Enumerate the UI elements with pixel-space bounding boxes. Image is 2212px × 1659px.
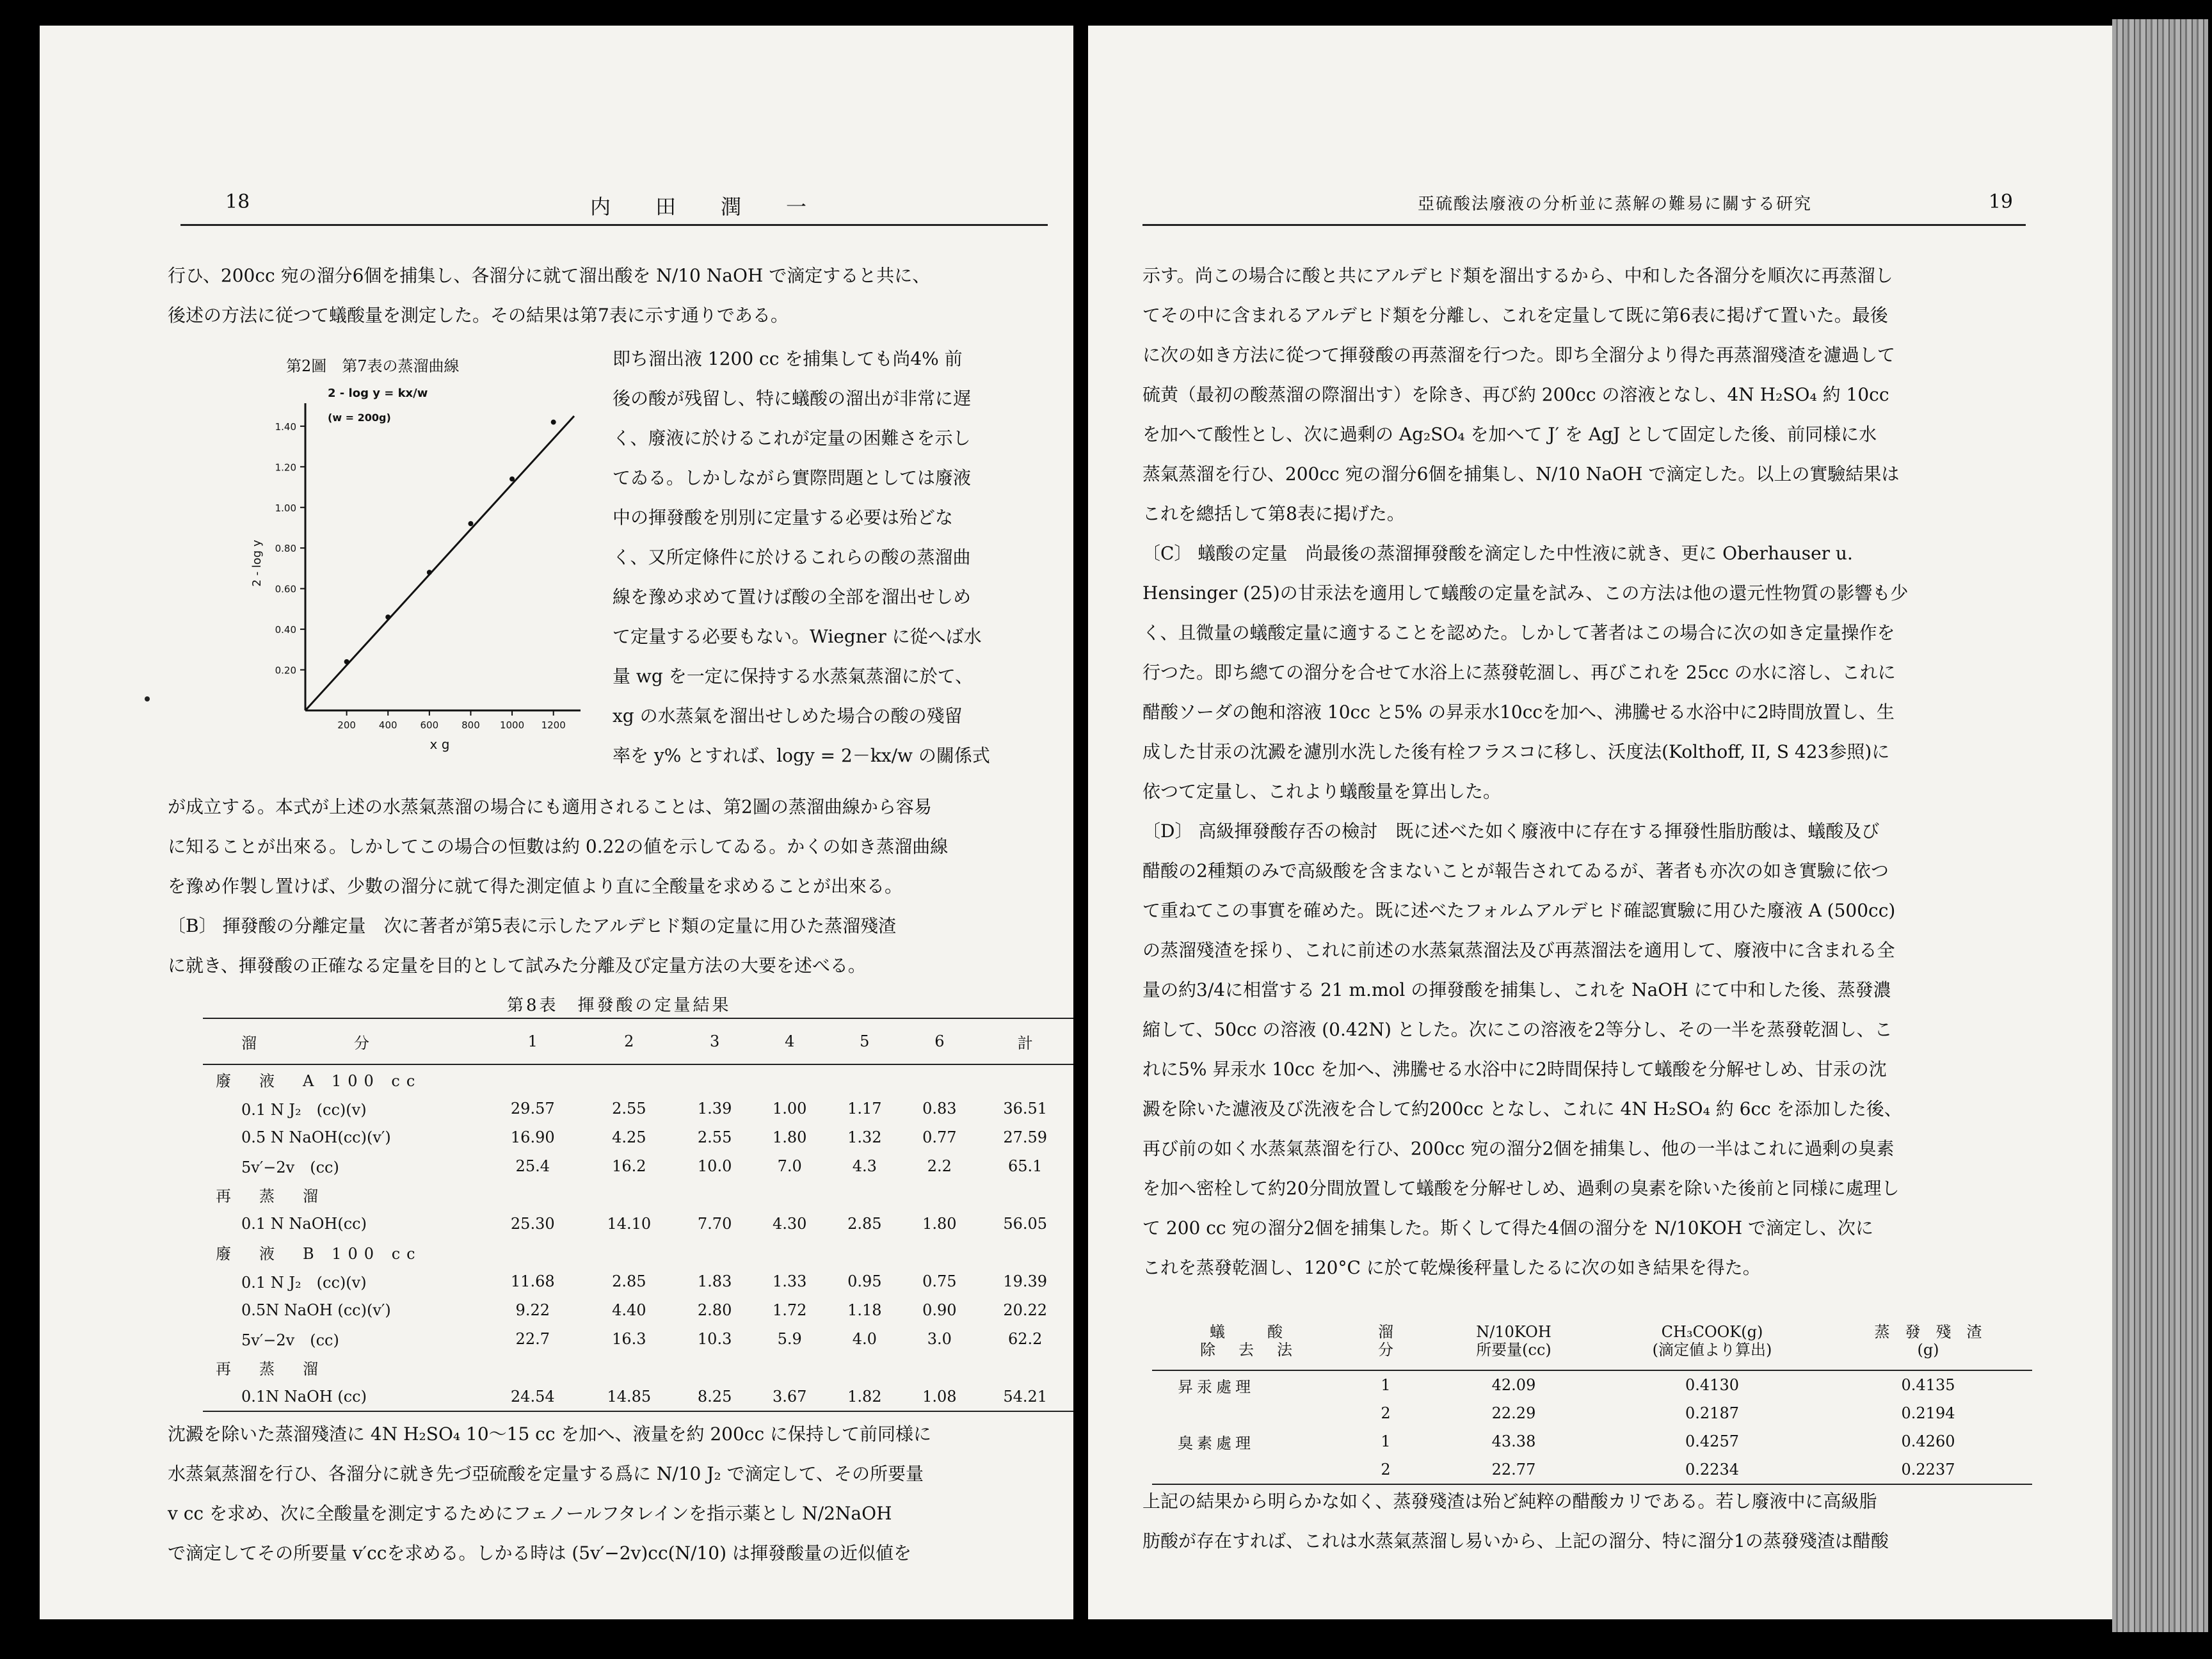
- table8-cell: 2.2: [927, 1157, 952, 1175]
- table8-row-label: 再 蒸 溜: [216, 1187, 325, 1205]
- table9-cell-calc: 0.2187: [1685, 1404, 1739, 1422]
- table9-col-header: N/10KOH 所要量(cc): [1427, 1312, 1600, 1370]
- text-line: に知ることが出來る。しかしてこの場合の恒數は約 0.22の値を示してゐる。かくの如き蒸溜曲線: [168, 836, 949, 857]
- y-tick-label: 0.80: [275, 543, 296, 555]
- right-body: [1142, 256, 1908, 1288]
- right-running-header: [1142, 186, 2026, 226]
- table8-cell: 2.85: [847, 1214, 882, 1233]
- table9-row: [1152, 1370, 2032, 1399]
- left-running-head: 内田潤一: [590, 195, 852, 219]
- x-tick-label: 600: [420, 719, 439, 731]
- table9-cell-calc: 0.2234: [1600, 1455, 1824, 1484]
- table9-col-header: 蟻 酸 除 去 法: [1152, 1312, 1344, 1370]
- table9-body: [1152, 1370, 2032, 1484]
- x-tick-label: 400: [378, 719, 397, 731]
- text-line: 行ひ、200cc 宛の溜分6個を捕集し、各溜分に就て溜出酸を N/10 NaOH で滴定すると共に、: [168, 265, 931, 286]
- text-line: 沈澱を除いた蒸溜殘渣に 4N H₂SO₄ 10〜15 cc を加へ、液量を約 200cc に保持して前同様に: [168, 1423, 932, 1445]
- text-line: 後述の方法に従つて蟻酸量を測定した。その結果は第7表に示す通りである。: [168, 305, 789, 326]
- text-line: 〔B〕 揮發酸の分離定量 次に著者が第5表に示したアルデヒド類の定量に用ひた蒸溜殘渣: [168, 915, 897, 936]
- table8-cell: 65.1: [1007, 1157, 1043, 1175]
- table8-cell: 4.40: [612, 1301, 646, 1319]
- text-line: 澱を除いた濾液及び洗液を合して約200cc となし、これに 4N H₂SO₄ 約 6cc を添加した後、: [1142, 1098, 1902, 1119]
- table8-row-label: 0.5N NaOH (cc)(v′): [241, 1301, 391, 1319]
- table9-cell-frac: 1: [1381, 1432, 1391, 1450]
- table8-cell: 16.2: [612, 1157, 646, 1175]
- table8-cell: 1.00: [772, 1099, 807, 1118]
- table9-col-header: 溜 分: [1344, 1312, 1427, 1370]
- left-page: [40, 26, 1073, 1619]
- data-point: [344, 659, 349, 664]
- table8-cell: 1.18: [847, 1301, 882, 1319]
- table8-cell: 2.55: [612, 1099, 646, 1118]
- table8-cell: 4.30: [772, 1214, 807, 1233]
- text-line: Hensinger (25)の甘汞法を適用して蟻酸の定量を試み、この方法は他の還元性物質の影響も少: [1142, 582, 1909, 604]
- table8-cell: 0.90: [922, 1301, 957, 1319]
- table8-cell: 24.54: [485, 1382, 581, 1411]
- table8-row: [203, 1123, 1073, 1151]
- table9-cell-koh: 43.38: [1491, 1432, 1536, 1450]
- text-line: これを蒸發乾涸し、120°C に於て乾燥後秤量したるに次の如き結果を得た。: [1142, 1257, 1761, 1278]
- table8-row-label: 廢 液 A 100 cc: [216, 1072, 422, 1090]
- fit-line: [305, 416, 574, 710]
- x-tick-label: 1000: [499, 719, 525, 731]
- text-line: 量 wg を一定に保持する水蒸氣蒸溜に於て、: [613, 666, 974, 687]
- text-line: 後の酸が残留し、特に蟻酸の溜出が非常に遅: [613, 388, 972, 409]
- left-body-mid: [168, 787, 948, 986]
- right-running-head: 亞硫酸法廢液の分析並に蒸解の難易に關する研究: [1418, 195, 1813, 214]
- text-line: く、廢液に於けるこれが定量の困難さを示し: [613, 428, 971, 449]
- table8-row: [203, 1295, 1073, 1324]
- left-body-top: [168, 256, 930, 335]
- y-tick-label: 1.20: [275, 461, 296, 474]
- text-line: 依つて定量し、これより蟻酸量を算出した。: [1142, 781, 1502, 802]
- table8-row: [203, 1209, 1073, 1238]
- table8-cell: 0.75: [922, 1272, 957, 1290]
- text-line: てその中に含まれるアルデヒド類を分離し、これを定量して既に第6表に掲げて置いた。最後: [1142, 305, 1888, 326]
- text-line: 肪酸が存在すれば、これは水蒸氣蒸溜し易いから、上記の溜分、特に溜分1の蒸發殘渣は醋酸: [1142, 1530, 1889, 1551]
- table8-cell: 1.80: [772, 1128, 807, 1146]
- right-body-foot: [1142, 1482, 1889, 1561]
- table8-cell: 22.7: [515, 1329, 550, 1348]
- table9-cell-frac: 2: [1344, 1455, 1427, 1484]
- table8-cell: 3.0: [927, 1329, 952, 1348]
- table8-cell: 2.85: [612, 1272, 646, 1290]
- table8-header-row: [203, 1018, 1073, 1064]
- table9-row: [1152, 1455, 2032, 1484]
- text-line: v cc を求め、次に全酸量を測定するためにフェノールフタレインを指示薬とし N/2NaOH: [168, 1503, 892, 1524]
- table8-row-label: 5v′−2v (cc): [241, 1158, 339, 1176]
- table8-cell: 4.25: [612, 1128, 646, 1146]
- table8-col-header: 計: [977, 1018, 1073, 1064]
- table8-row-label: 0.5 N NaOH(cc)(v′): [241, 1128, 391, 1146]
- table8-cell: 1.80: [922, 1214, 957, 1233]
- table8-cell: 16.90: [510, 1128, 555, 1146]
- table8-col-header: 2: [581, 1018, 678, 1064]
- text-line: これを總括して第8表に掲げた。: [1142, 503, 1405, 524]
- text-line: に次の如き方法に從つて揮發酸の再蒸溜を行つた。即ち全溜分より得た再蒸溜殘渣を濾過して: [1142, 344, 1896, 365]
- table9-header-row: [1152, 1312, 2032, 1370]
- table8-cell: 0.83: [922, 1099, 957, 1118]
- x-tick-label: 800: [461, 719, 480, 731]
- table8-cell: 10.3: [697, 1329, 732, 1348]
- table9-cell-resid: 0.4135: [1901, 1376, 1955, 1394]
- table8-cell: 10.0: [697, 1157, 732, 1175]
- table8-cell: 25.4: [515, 1157, 550, 1175]
- data-point: [427, 570, 432, 575]
- table8-group-row: [203, 1353, 1073, 1382]
- table8-cell: 5.9: [777, 1329, 802, 1348]
- table8-cell: 11.68: [510, 1272, 555, 1290]
- table8-cell: 1.32: [847, 1128, 882, 1146]
- text-line: が成立する。本式が上述の水蒸氣蒸溜の場合にも適用されることは、第2圖の蒸溜曲線から容易: [168, 796, 932, 817]
- text-line: 成した甘汞の沈澱を濾別水洗した後有栓フラスコに移し、沃度法(Kolthoff, II, S 423参照)に: [1142, 741, 1890, 762]
- table8-row-label: 0.1N NaOH (cc): [203, 1382, 485, 1411]
- table9-cell-calc: 0.4257: [1685, 1432, 1739, 1450]
- table8-cell: 19.39: [1003, 1272, 1048, 1290]
- table8-col-header: 5: [827, 1018, 902, 1064]
- table8-cell: 36.51: [1003, 1099, 1048, 1118]
- table9-cell-resid: 0.2237: [1824, 1455, 2032, 1484]
- table8-row-label: 0.1 N J₂ (cc)(v): [241, 1101, 367, 1119]
- table8-row: [203, 1094, 1073, 1123]
- text-line: を豫め作製し置けば、少數の溜分に就て得た測定値より直に全酸量を求めることが出來る。: [168, 876, 903, 897]
- text-line: で滴定してその所要量 v′ccを求める。しかる時は (5v′−2v)cc(N/10) は揮發酸量の近似値を: [168, 1543, 911, 1564]
- text-line: 〔C〕 蟻酸の定量 尚最後の蒸溜揮發酸を滴定した中性液に就き、更に Oberhauser u.: [1142, 543, 1853, 564]
- table8-row-label: 廢 液 B 100 cc: [216, 1245, 422, 1263]
- table9-cell-method: 臭素處理: [1178, 1434, 1254, 1452]
- table8-cell: 1.72: [772, 1301, 807, 1319]
- text-line: に就き、揮發酸の正確なる定量を目的として試みた分離及び定量方法の大要を述べる。: [168, 955, 866, 976]
- table8-cell: 1.08: [902, 1382, 977, 1411]
- x-tick-label: 1200: [541, 719, 566, 731]
- table8-cell: 7.0: [777, 1157, 802, 1175]
- table8-row-label: 0.1 N NaOH(cc): [241, 1214, 367, 1233]
- table8-row: [203, 1324, 1073, 1353]
- text-line: てゐる。しかしながら實際問題としては廢液: [613, 467, 972, 488]
- chart-title: 第2圖 第7表の蒸溜曲線: [286, 357, 460, 375]
- table8-cell: 4.3: [852, 1157, 877, 1175]
- table8-cell: 27.59: [1003, 1128, 1048, 1146]
- data-point: [385, 614, 390, 620]
- text-line: 即ち溜出液 1200 cc を捕集しても尚4% 前: [613, 348, 963, 369]
- table9-row: [1152, 1399, 2032, 1427]
- table8-cell: 54.21: [977, 1382, 1073, 1411]
- ink-dot: [145, 696, 150, 701]
- text-line: て重ねてこの事實を確めた。既に述べたフォルムアルデヒド確認實驗に用ひた廢液 A (500cc): [1142, 900, 1896, 921]
- table8-cell: 16.3: [612, 1329, 646, 1348]
- text-line: て 200 cc 宛の溜分2個を捕集した。斯くして得た4個の溜分を N/10KOH で滴定し、次に: [1142, 1217, 1874, 1238]
- text-line: 縮して、50cc の溶液 (0.42N) とした。次にこの溶液を2等分し、その一半を蒸發乾涸し、こ: [1142, 1019, 1893, 1040]
- table8-cell: 2.80: [697, 1301, 732, 1319]
- table9-cell-resid: 0.2194: [1901, 1404, 1955, 1422]
- text-line: れに5% 昇汞水 10cc を加へ、沸騰せる水浴中に2時間保持して蟻酸を分解せしめ、甘汞の沈: [1142, 1059, 1887, 1080]
- table8-cell: 1.17: [847, 1099, 882, 1118]
- table8-cell: 14.10: [607, 1214, 652, 1233]
- table8-cell: 1.82: [827, 1382, 902, 1411]
- table8: [203, 1018, 1073, 1412]
- table8-cell: 14.85: [581, 1382, 678, 1411]
- table9-row: [1152, 1427, 2032, 1455]
- text-line: を加へて酸性とし、次に過剩の Ag₂SO₄ を加へて J′ を AgJ として固定した後、前同様に水: [1142, 424, 1877, 445]
- left-running-header: [180, 186, 1048, 226]
- table9-cell-koh: 22.77: [1427, 1455, 1600, 1484]
- table8-group-row: [203, 1238, 1073, 1267]
- table8-row: [203, 1382, 1073, 1411]
- table8-cell: 8.25: [677, 1382, 752, 1411]
- chart-annotation-formula: 2 - log y = kx/w: [328, 387, 428, 400]
- table8-group-row: [203, 1180, 1073, 1209]
- data-point: [468, 521, 473, 526]
- text-line: 醋酸ソーダの飽和溶液 10cc と5% の昇汞水10ccを加へ、沸騰せる水浴中に2時間放置し、生: [1142, 701, 1895, 723]
- text-line: 上記の結果から明らかな如く、蒸發殘渣は殆ど純粹の醋酸カリである。若し廢液中に高級脂: [1142, 1491, 1877, 1512]
- table9-cell-koh: 42.09: [1491, 1376, 1536, 1394]
- y-tick-label: 1.00: [275, 502, 296, 514]
- text-line: く、又所定條件に於けるこれらの酸の蒸溜曲: [613, 547, 971, 568]
- text-line: 水蒸氣蒸溜を行ひ、各溜分に就き先づ亞硫酸を定量する爲に N/10 J₂ で滴定して、その所要量: [168, 1463, 924, 1484]
- table9-cell-frac: 1: [1381, 1376, 1391, 1394]
- table8-cell: 2.55: [697, 1128, 732, 1146]
- table8-cell: 4.0: [852, 1329, 877, 1348]
- table8-cell: 0.95: [847, 1272, 882, 1290]
- table9-cell-method: 昇汞處理: [1178, 1377, 1254, 1396]
- data-point: [551, 420, 556, 425]
- table9-cell-calc: 0.4130: [1685, 1376, 1739, 1394]
- book-edge: [2112, 19, 2208, 1632]
- table8-cell: 9.22: [515, 1301, 550, 1319]
- table9-col-header: CH₃COOK(g) (滴定値より算出): [1600, 1312, 1824, 1370]
- text-line: 再び前の如く水蒸氣蒸溜を行ひ、200cc 宛の溜分2個を捕集し、他の一半はこれに過剩の臭素: [1142, 1138, 1895, 1159]
- table8-col-header: 3: [677, 1018, 752, 1064]
- table8-cell: 25.30: [510, 1214, 555, 1233]
- table8-col-header: 1: [485, 1018, 581, 1064]
- table8-cell: 20.22: [1003, 1301, 1048, 1319]
- text-line: 率を y% とすれば、logy = 2－kx/w の關係式: [613, 745, 990, 766]
- table8-cell: 7.70: [697, 1214, 732, 1233]
- left-body-bottom: [168, 1415, 931, 1573]
- table8-cell: 1.39: [697, 1099, 732, 1118]
- text-line: 中の揮發酸を別別に定量する必要は殆どな: [613, 507, 954, 528]
- table8-row-label: 再 蒸 溜: [216, 1360, 325, 1378]
- table8-cell: 3.67: [752, 1382, 827, 1411]
- text-line: て定量する必要もない。Wiegner に從へば水: [613, 626, 982, 647]
- chart-annotation-w: (w = 200g): [328, 412, 391, 424]
- table8-col-header: 溜 分: [203, 1018, 485, 1064]
- y-tick-label: 0.40: [275, 624, 296, 636]
- x-tick-label: 200: [337, 719, 356, 731]
- text-line: を加へ密栓して約20分間放置して蟻酸を分解せしめ、過剩の臭素を除いた後前と同様に處理し: [1142, 1178, 1900, 1199]
- table9: [1152, 1312, 2032, 1485]
- text-line: 〔D〕 高級揮發酸存否の檢討 既に述べた如く廢液中に存在する揮發性脂肪酸は、蟻酸及び: [1142, 821, 1880, 842]
- data-point: [509, 476, 515, 481]
- text-line: 量の約3/4に相當する 21 m.mol の揮發酸を捕集し、これを NaOH にて中和した後、蒸發濃: [1142, 979, 1891, 1000]
- table8-cell: 56.05: [1003, 1214, 1048, 1233]
- distillation-curve-chart: [232, 371, 609, 768]
- table8-cell: 62.2: [1007, 1329, 1043, 1348]
- text-line: 蒸氣蒸溜を行ひ、200cc 宛の溜分6個を捕集し、N/10 NaOH で滴定した。以上の實驗結果は: [1142, 463, 1900, 485]
- left-body-wrap: [613, 339, 990, 776]
- y-tick-label: 0.20: [275, 664, 296, 677]
- right-page: [1088, 26, 2112, 1619]
- table8-col-header: 4: [752, 1018, 827, 1064]
- table9-col-header: 蒸 發 殘 渣 (g): [1824, 1312, 2032, 1370]
- x-axis-label: x g: [429, 737, 450, 752]
- table8-cell: 0.77: [922, 1128, 957, 1146]
- table9-cell-frac: 2: [1381, 1404, 1391, 1422]
- table8-title: 第8表 揮發酸の定量結果: [507, 996, 732, 1015]
- y-axis-label: 2 - log y: [250, 540, 264, 587]
- table9-cell-method: [1152, 1455, 1344, 1484]
- table9-cell-resid: 0.4260: [1901, 1432, 1955, 1450]
- table8-cell: 29.57: [510, 1099, 555, 1118]
- y-tick-label: 1.40: [275, 421, 296, 433]
- text-line: く、且微量の蟻酸定量に適することを認めた。しかして著者はこの場合に次の如き定量操作を: [1142, 622, 1895, 643]
- table8-cell: 1.83: [697, 1272, 732, 1290]
- left-page-number: 18: [225, 191, 250, 213]
- table8-row: [203, 1267, 1073, 1295]
- y-tick-label: 0.60: [275, 583, 296, 595]
- table8-row-label: 5v′−2v (cc): [241, 1331, 339, 1349]
- text-line: の蒸溜殘渣を採り、これに前述の水蒸氣蒸溜法及び再蒸溜法を適用して、廢液中に含まれる全: [1142, 940, 1895, 961]
- table8-row: [203, 1151, 1073, 1180]
- right-page-number: 19: [1988, 191, 2013, 213]
- table8-cell: 1.33: [772, 1272, 807, 1290]
- table8-col-header: 6: [902, 1018, 977, 1064]
- text-line: 線を豫め求めて置けば酸の全部を溜出せしめ: [613, 586, 972, 607]
- text-line: 示す。尚この場合に酸と共にアルデヒド類を溜出するから、中和した各溜分を順次に再蒸溜し: [1142, 265, 1893, 286]
- text-line: 硫黄（最初の酸蒸溜の際溜出す）を除き、再び約 200cc の溶液となし、4N H₂SO₄ 約 10cc: [1142, 384, 1889, 405]
- text-line: 醋酸の2種類のみで高級酸を含まないことが報告されてゐるが、著者も亦次の如き實驗に依つ: [1142, 860, 1889, 881]
- text-line: xg の水蒸氣を溜出せしめた場合の酸の殘留: [613, 705, 963, 726]
- table9-cell-koh: 22.29: [1491, 1404, 1536, 1422]
- table8-body: [203, 1064, 1073, 1411]
- table8-row-label: 0.1 N J₂ (cc)(v): [241, 1274, 367, 1292]
- table8-group-row: [203, 1064, 1073, 1094]
- table9-cell-method: [1152, 1399, 1344, 1427]
- text-line: 行つた。即ち總ての溜分を合せて水浴上に蒸發乾涸し、再びこれを 25cc の水に溶し、これに: [1142, 662, 1896, 683]
